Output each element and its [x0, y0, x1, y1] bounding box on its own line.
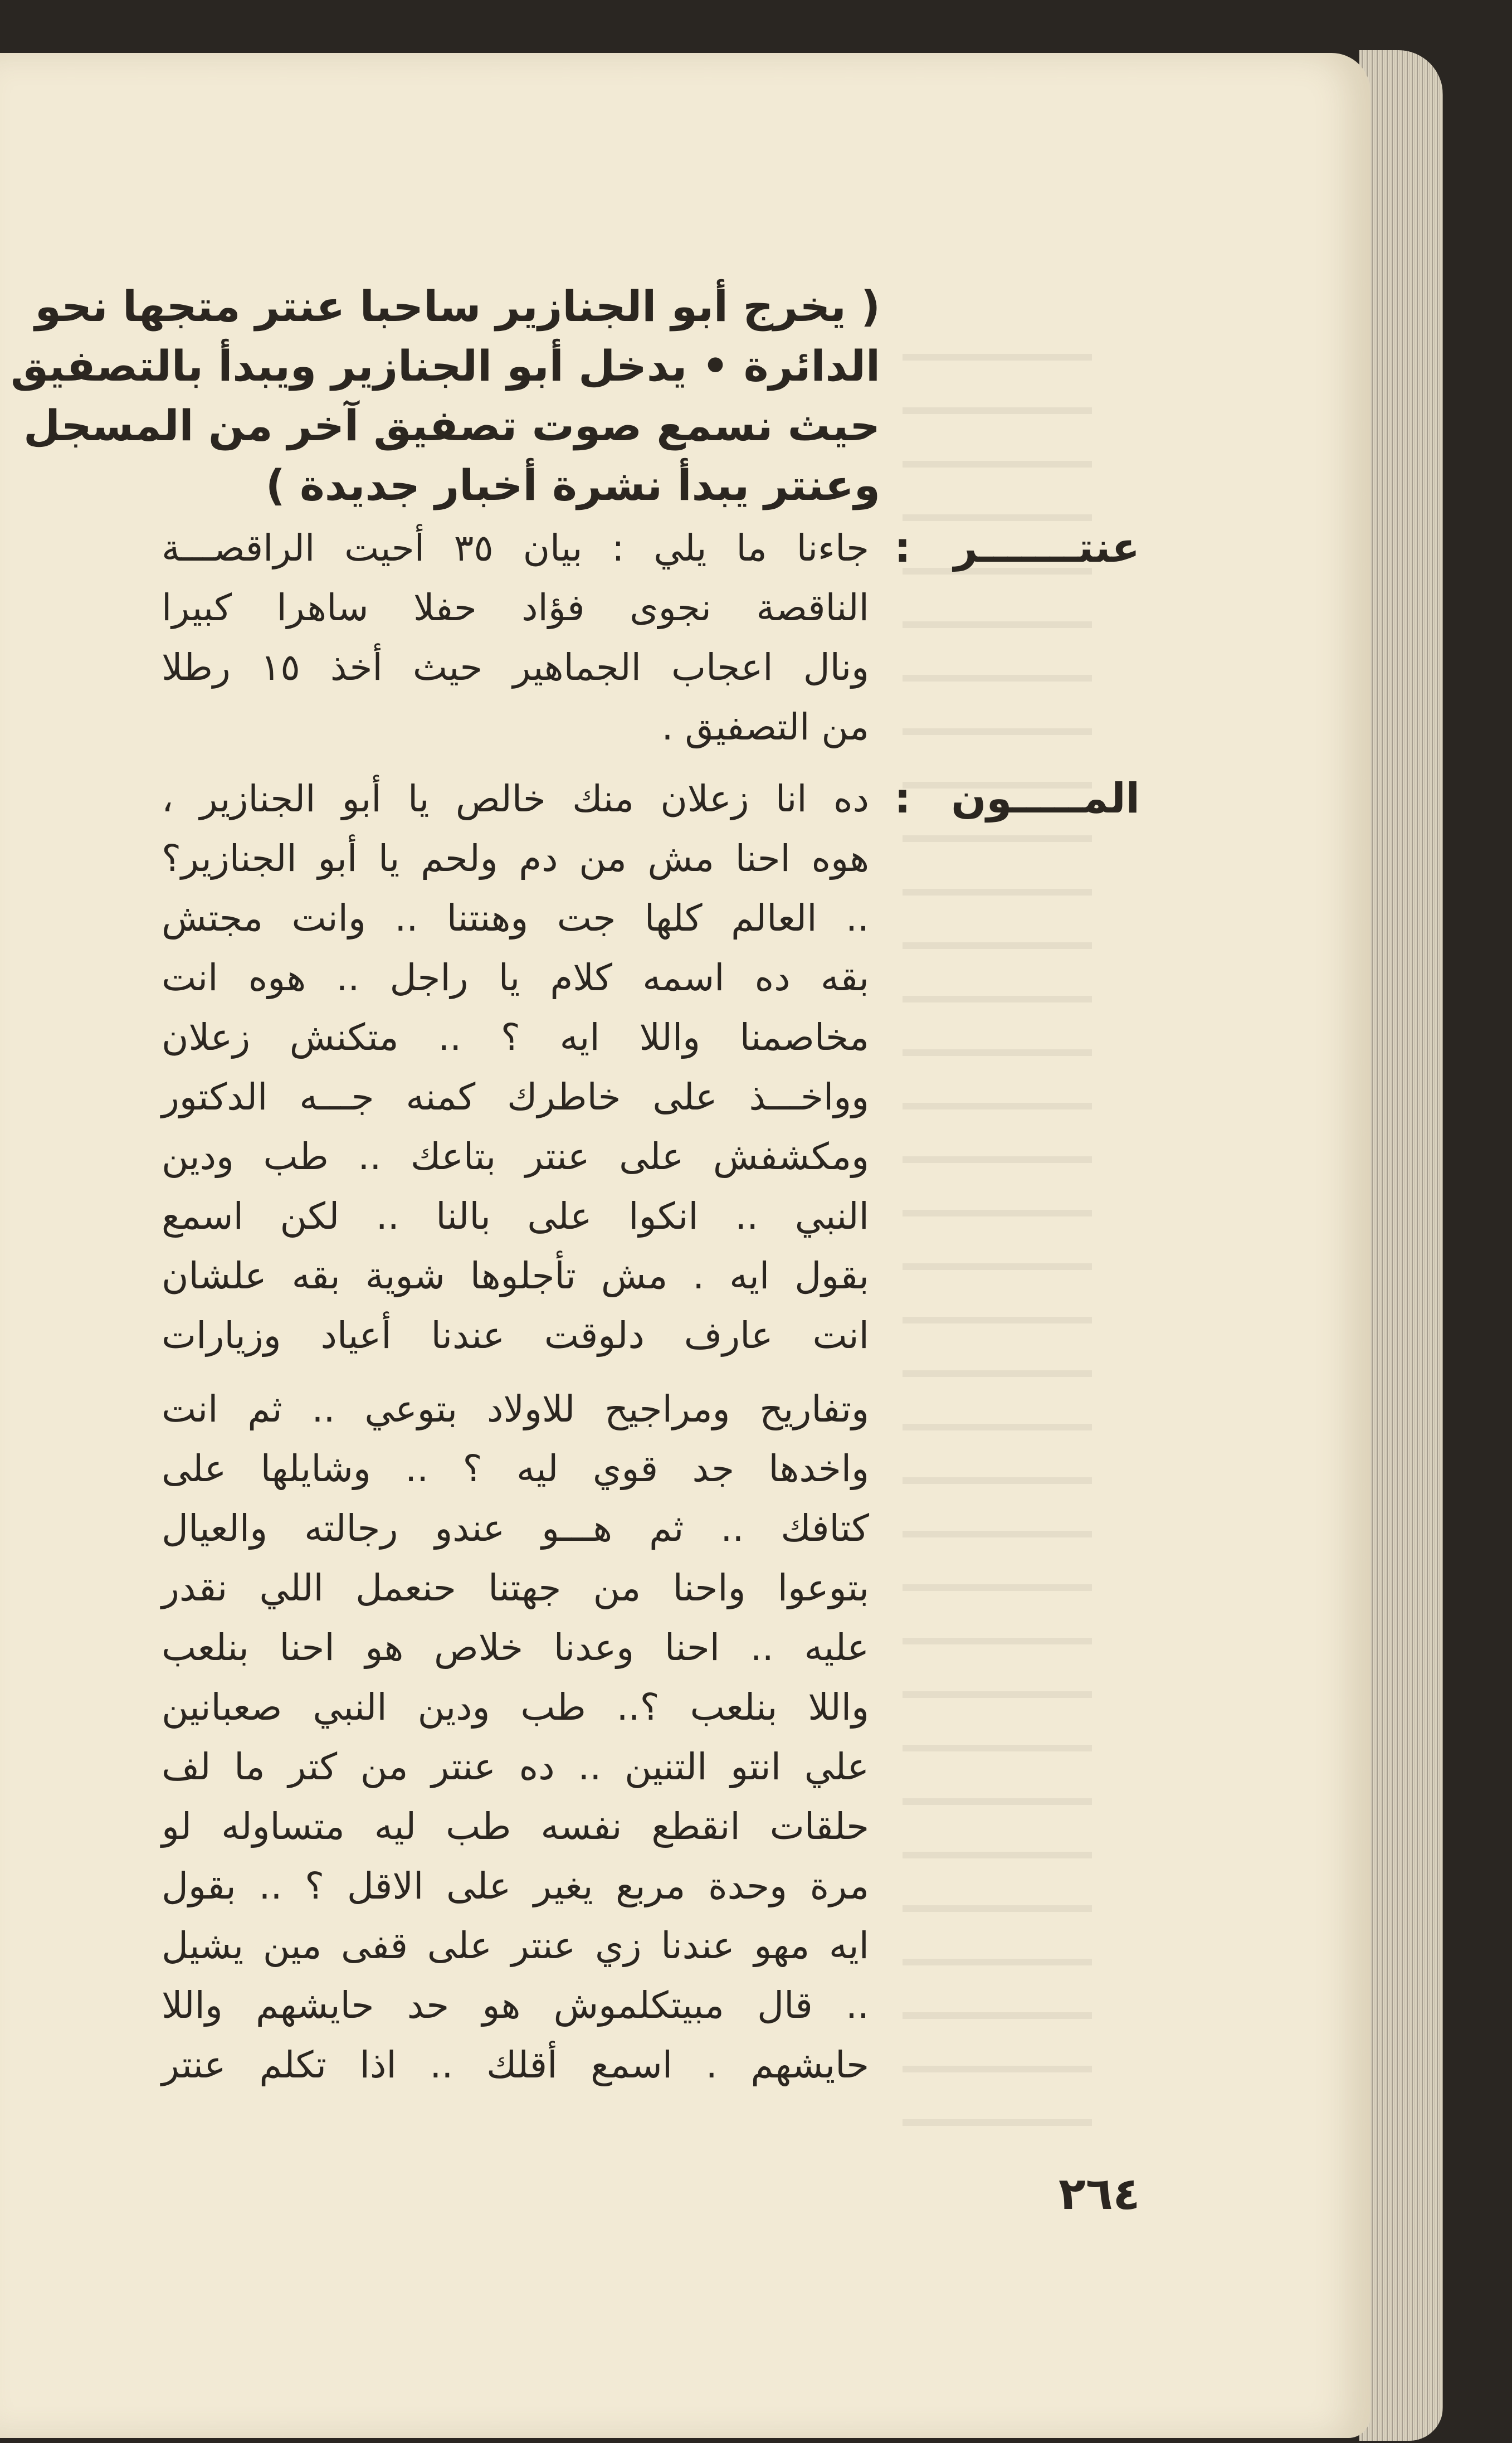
speaker-name: عنتـــــــر [953, 524, 1140, 572]
stage-direction-line: الدائرة • يدخل أبو الجنازير ويبدأ بالتصفيق [11, 341, 880, 391]
stage-direction-line: حيث نسمع صوت تصفيق آخر من المسجل [23, 401, 880, 450]
dialogue-line: علي انتو التنين .. ده عنتر من كتر ما لف [162, 1745, 869, 1788]
dialogue-line: وواخـــذ على خاطرك كمنه جـــه الدكتور [162, 1075, 869, 1118]
stage-direction-line: وعنتر يبدأ نشرة أخبار جديدة ) [265, 460, 880, 510]
dialogue-line: واخدها جد قوي ليه ؟ .. وشايلها على [162, 1447, 869, 1490]
dialogue-line: مرة وحدة مربع يغير على الاقل ؟ .. بقول [162, 1865, 869, 1907]
dialogue-line: انت عارف دلوقت عندنا أعياد وزيارات [162, 1314, 869, 1357]
dialogue-line: جاءنا ما يلي : بيان ٣٥ أحيت الراقصـــة [162, 527, 870, 570]
dialogue-line: من التصفيق . [661, 705, 869, 748]
dialogue-line: مخاصمنا واللا ايه ؟ .. متكنش زعلان [162, 1016, 869, 1059]
dialogue-line: بتوعوا واحنا من جهتنا حنعمل اللي نقدر [162, 1566, 869, 1609]
dialogue-line: عليه .. احنا وعدنا خلاص هو احنا بنلعب [162, 1626, 869, 1669]
dialogue-line: واللا بنلعب ؟.. طب ودين النبي صعبانين [162, 1686, 869, 1729]
dialogue-line: حايشهم . اسمع أقلك .. اذا تكلم عنتر [162, 2043, 869, 2086]
speaker-colon: : [894, 524, 911, 572]
dialogue-line: النبي .. انكوا على بالنا .. لكن اسمع [162, 1195, 869, 1238]
speaker-name: المـــــون [951, 775, 1140, 823]
dialogue-line: كتافك .. ثم هـــو عندو رجالته والعيال [162, 1507, 869, 1550]
dialogue-line: ونال اعجاب الجماهير حيث أخذ ١٥ رطلا [162, 646, 869, 689]
dialogue-line: بقول ايه . مش تأجلوها شوية بقه علشان [162, 1254, 869, 1297]
dialogue-line: الناقصة نجوى فؤاد حفلا ساهرا كبيرا [162, 586, 869, 629]
page-number: ٢٦٤ [1059, 2168, 1140, 2220]
dialogue-line: وتفاريح ومراجيح للاولاد بتوعي .. ثم انت [162, 1388, 869, 1430]
dialogue-line: ده انا زعلان منك خالص يا أبو الجنازير ، [162, 777, 869, 820]
stage-direction-line: ( يخرج أبو الجنازير ساحبا عنتر متجها نحو [35, 281, 880, 331]
dialogue-line: .. العالم كلها جت وهنتنا .. وانت مجتش [162, 897, 869, 940]
dialogue-line: بقه ده اسمه كلام يا راجل .. هوه انت [162, 956, 869, 999]
dialogue-line: هوه احنا مش من دم ولحم يا أبو الجنازير؟ [162, 837, 869, 880]
dialogue-line: ومكشفش على عنتر بتاعك .. طب ودين [162, 1135, 869, 1178]
dialogue-line: .. قال مبيتكلموش هو حد حايشهم واللا [162, 1984, 869, 2027]
page-edges [1359, 50, 1443, 2441]
dialogue-line: حلقات انقطع نفسه طب ليه متساوله لو [162, 1805, 869, 1848]
bleed-through-text [903, 320, 1092, 2159]
speaker-colon: : [894, 775, 911, 823]
dialogue-line: ايه مهو عندنا زي عنتر على قفى مين يشيل [162, 1924, 869, 1967]
